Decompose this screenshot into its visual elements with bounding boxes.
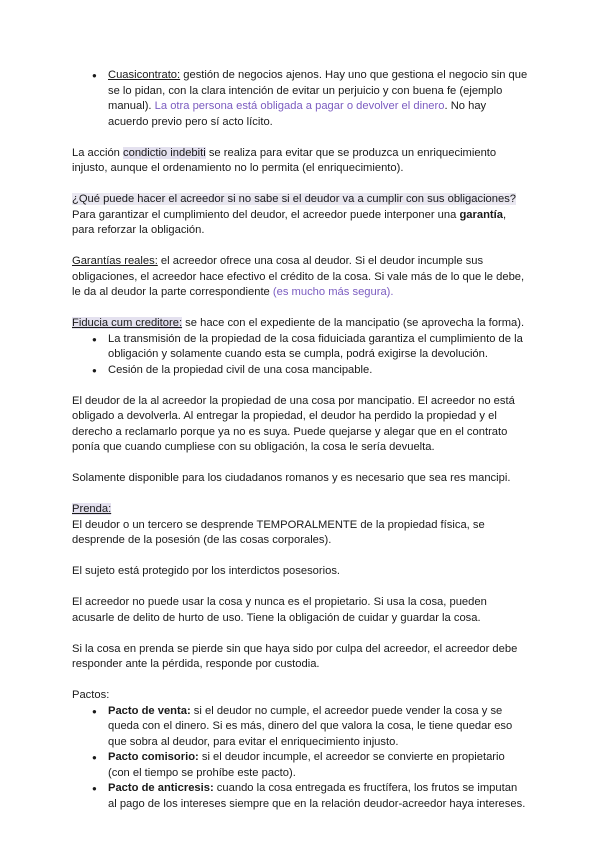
uso-paragraph: El acreedor no puede usar la cosa y nunca es el propietario. Si usa la cosa, pueden acusarle de delito de hurto de uso. Tiene la obligación de cuidar y guardar la cosa. [72, 596, 487, 624]
condictio-term: condictio indebiti [123, 146, 206, 159]
quasi-highlight: La otra persona está obligada a pagar o devolver el dinero [154, 100, 445, 112]
list-item: ● Pacto comisorio: si el deudor incumple, el acreedor se convierte en propietario (con el tiempo se prohíbe este pacto). [108, 750, 528, 781]
question-answer: Para garantizar el cumplimiento del deudor, el acreedor puede interponer una garantía, para reforzar la obligación. [72, 208, 507, 236]
fiducia-list [72, 332, 528, 379]
quasi-term: Cuasicontrato: [108, 69, 181, 81]
guarantee-term: garantía [459, 208, 503, 221]
prenda-term: Prenda: [72, 503, 112, 515]
prenda-paragraph: El deudor o un tercero se desprende TEMPORALMENTE de la propiedad física, se desprende de la posesión (de las cosas corporales). [72, 518, 485, 546]
condictio-paragraph: La acción condictio indebiti se realiza para evitar que se produzca un enriquecimiento injusto, aunque el ordenamiento no lo permita (el enriquecimiento). [72, 146, 497, 174]
reales-term: Garantías reales: [72, 255, 158, 267]
custodia-paragraph: Si la cosa en prenda se pierde sin que haya sido por culpa del acreedor, el acreedor debe responder ante la pérdida, responde por custodia. [72, 642, 518, 670]
reales-note: (es mucho más segura). [272, 286, 394, 298]
interdictos-paragraph: El sujeto está protegido por los interdictos posesorios. [72, 565, 341, 577]
fiducia-term: Fiducia cum creditore: [72, 317, 183, 329]
list-item: ● Cesión de la propiedad civil de una cosa mancipable. [108, 363, 528, 379]
prenda-heading [72, 502, 528, 518]
quasi-list [72, 68, 528, 130]
mancipatio-paragraph: El deudor de la al acreedor la propiedad de una cosa por mancipatio. El acreedor no está obligado a devolverla. Al entregar la propiedad, el deudor ha perdido la propiedad y el derecho a reclamarlo porque ya no es suya. Puede quejarse y alegar que en el contrato ponía que cuando cumpliese con su obligación, la cosa le sería devuelta. [72, 394, 515, 453]
pactos-title: Pactos: [72, 689, 110, 701]
reales-paragraph: Garantías reales: el acreedor ofrece una cosa al deudor. Si el deudor incumple sus obligaciones, el acreedor hace efectivo el crédito de la cosa. Si vale más de lo que le debe, le da al deudor la parte correspondiente (es mucho más segura). [72, 255, 525, 298]
list-item: ● Pacto de venta: si el deudor no cumple, el acreedor puede vender la cosa y se queda con el dinero. Si es más, dinero del que valora la cosa, le tiene quedar eso que sobra al deudor, para evitar el enriquecimiento injusto. [108, 704, 528, 751]
list-item: ● Pacto de anticresis: cuando la cosa entregada es fructífera, los frutos se imputan al pago de los intereses siempre que en la relación deudor-acreedor haya intereses. [108, 781, 528, 812]
romanos-paragraph: Solamente disponible para los ciudadanos romanos y es necesario que sea res mancipi. [72, 472, 511, 484]
list-item: ● Cuasicontrato: gestión de negocios ajenos. Hay uno que gestiona el negocio sin que se lo pidan, con la clara intención de evitar un perjuicio y con buena fe (ejemplo manual). La otra persona está obligada a pagar o devolver el dinero. No hay acuerdo previo pero sí acto lícito. [108, 68, 528, 130]
list-item: ● La transmisión de la propiedad de la cosa fiduiciada garantiza el cumplimiento de la obligación y solamente cuando esta se cumpla, podrá exigirse la devolución. [108, 332, 528, 363]
pactos-list [72, 704, 528, 813]
question-heading: ¿Qué puede hacer el acreedor si no sabe si el deudor va a cumplir con sus obligaciones? [72, 193, 517, 205]
fiducia-paragraph: Fiducia cum creditore: se hace con el expediente de la mancipatio (se aprovecha la forma). [72, 317, 525, 329]
